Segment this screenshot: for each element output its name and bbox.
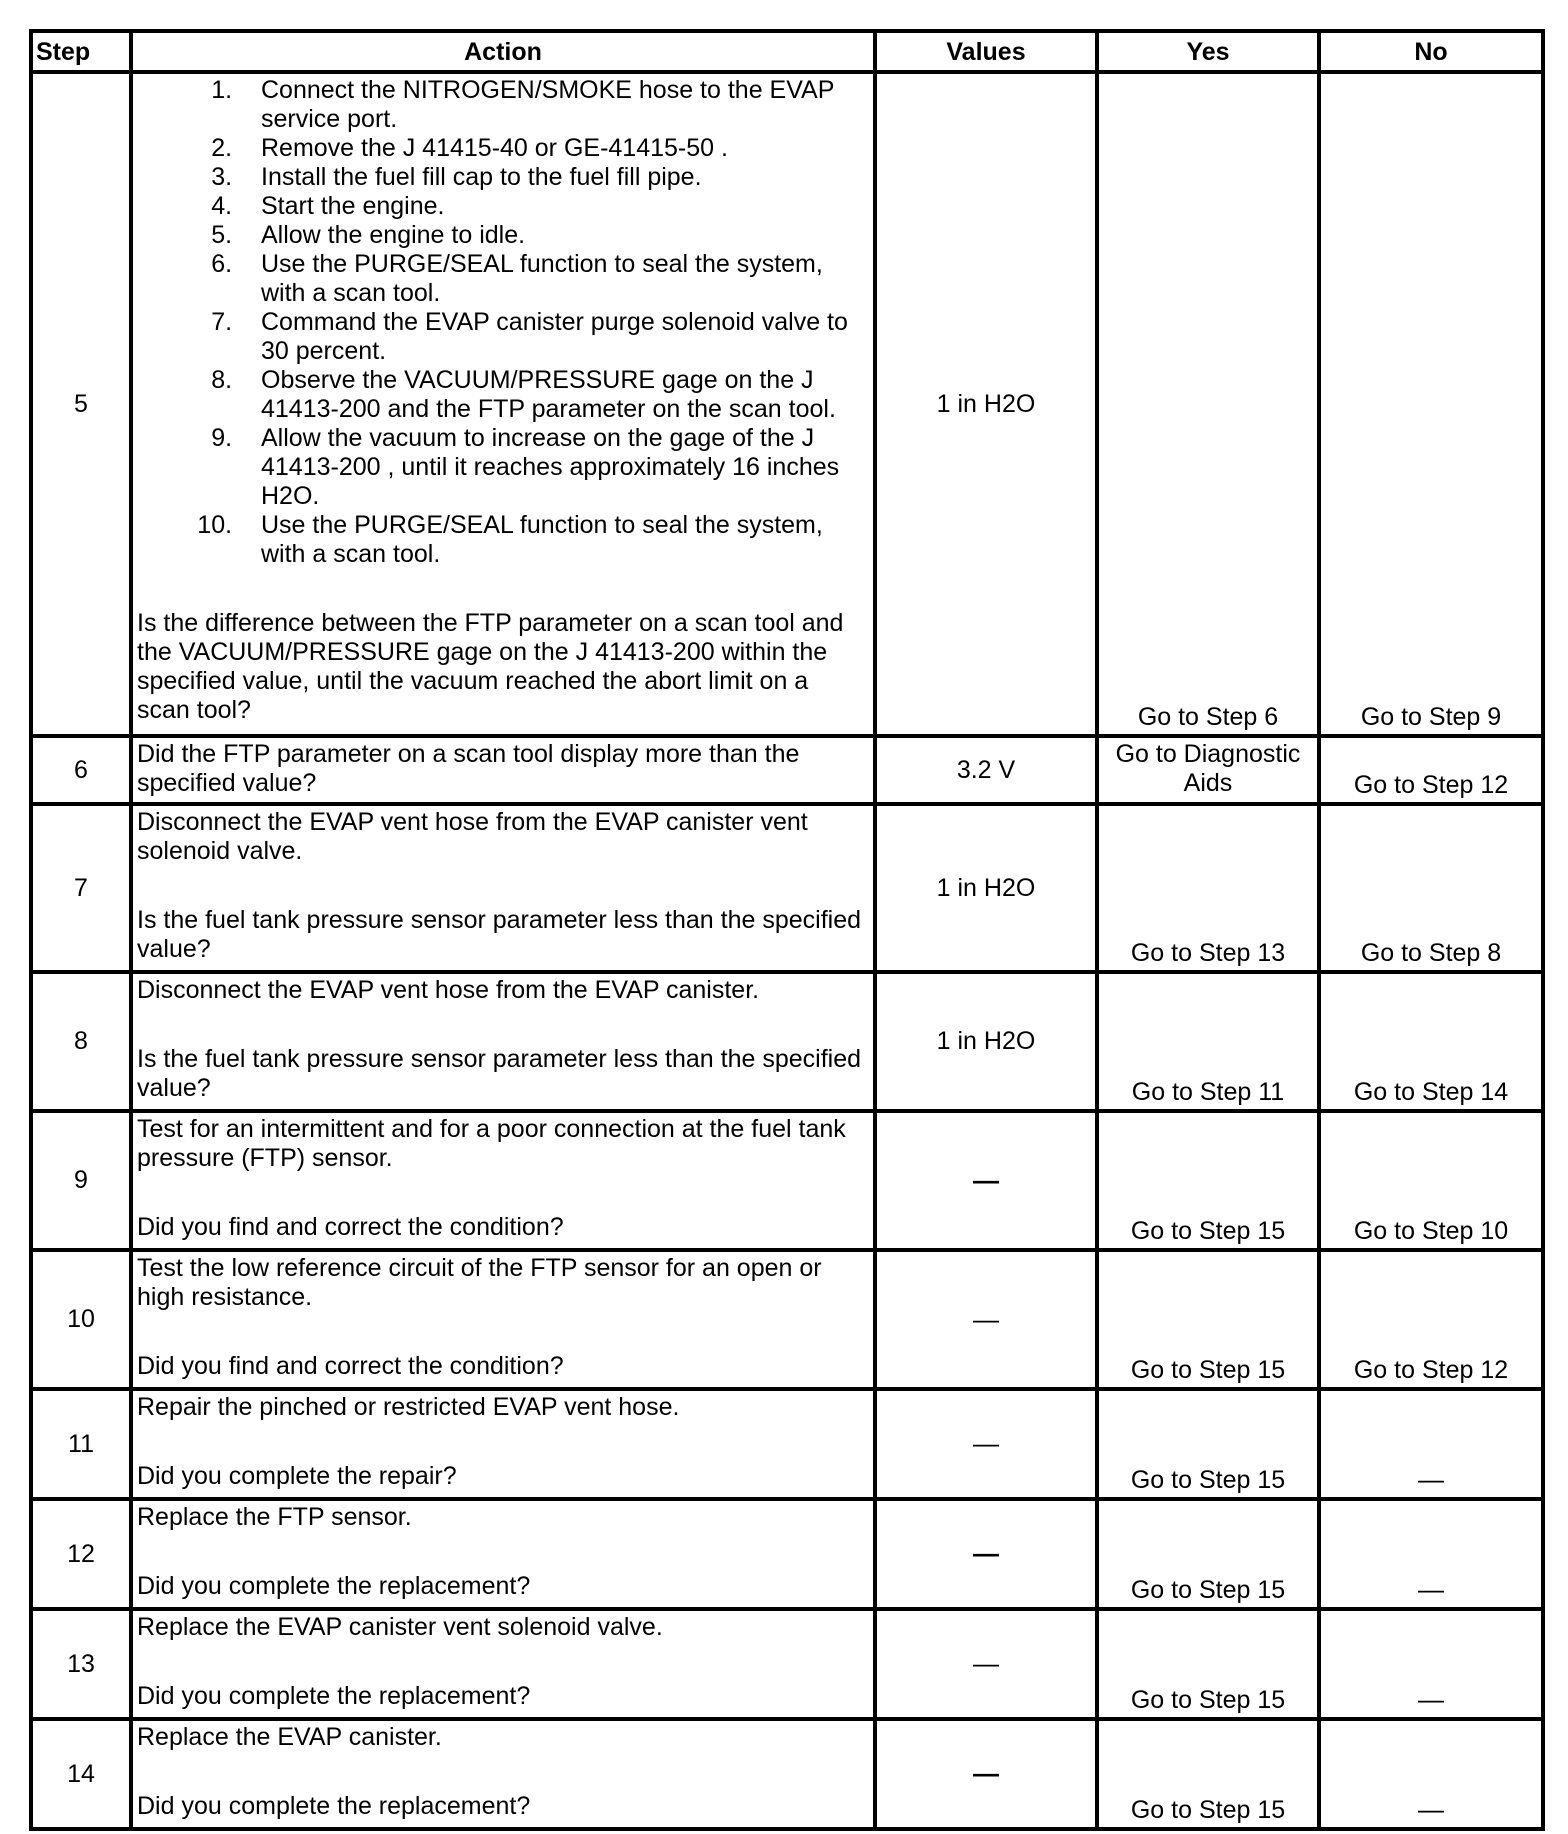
list-item: 1. Connect the NITROGEN/SMOKE hose to the EVAP service port. [239, 76, 867, 134]
question-text: Did you complete the replacement? [137, 1572, 531, 1600]
list-item: 2. Remove the J 41415-40 or GE-41415-50 . [239, 134, 867, 163]
step-number: 14 [31, 1719, 131, 1829]
header-no: No [1319, 31, 1543, 72]
yes-cell: Go to Step 15 [1097, 1719, 1319, 1829]
question-text: Did you find and correct the condition? [137, 1213, 564, 1241]
header-yes: Yes [1097, 31, 1319, 72]
no-cell: Go to Step 12 [1319, 1250, 1543, 1389]
procedure-list [137, 76, 867, 569]
question-text: Is the fuel tank pressure sensor parameter less than the specified value? [137, 906, 861, 963]
action-cell [131, 1719, 875, 1829]
no-dash: — [1418, 1684, 1444, 1714]
question-text: Did you complete the replacement? [137, 1792, 531, 1820]
list-item: 9. Allow the vacuum to increase on the gage of the J 41413-200 , until it reaches approximately 16 inches H2O. [239, 424, 867, 511]
value-dash: — [973, 1428, 999, 1458]
value-dash: — [973, 1758, 999, 1788]
header-row [31, 31, 1543, 72]
action-cell [131, 1499, 875, 1609]
list-item: 5. Allow the engine to idle. [239, 221, 867, 250]
yes-cell: Go to Step 15 [1097, 1499, 1319, 1609]
no-dash: — [1418, 1574, 1444, 1604]
value-dash: — [973, 1538, 999, 1568]
action-cell [131, 1389, 875, 1499]
value-cell: 1 in H2O [875, 804, 1097, 972]
step-number: 7 [31, 804, 131, 972]
question-text: Is the fuel tank pressure sensor parameter less than the specified value? [137, 1045, 861, 1102]
step-number: 5 [31, 72, 131, 736]
instruction-text: Replace the EVAP canister vent solenoid valve. [137, 1613, 663, 1641]
no-dash: — [1418, 1794, 1444, 1824]
no-cell: Go to Step 12 [1319, 736, 1543, 804]
header-step: Step [31, 31, 131, 72]
table-row [31, 1609, 1543, 1719]
table-row [31, 72, 1543, 736]
value-cell [875, 1389, 1097, 1499]
no-cell: Go to Step 9 [1319, 72, 1543, 736]
question-text: Did the FTP parameter on a scan tool display more than the specified value? [137, 740, 800, 797]
action-cell [131, 1111, 875, 1250]
no-cell [1319, 1609, 1543, 1719]
action-cell [131, 972, 875, 1111]
no-cell [1319, 1499, 1543, 1609]
question-text: Did you complete the replacement? [137, 1682, 531, 1710]
no-cell [1319, 1389, 1543, 1499]
value-cell: 1 in H2O [875, 72, 1097, 736]
list-item: 3. Install the fuel fill cap to the fuel fill pipe. [239, 163, 867, 192]
table-row [31, 1719, 1543, 1829]
step-number: 6 [31, 736, 131, 804]
diagnostic-table [29, 29, 1545, 1831]
step-number: 13 [31, 1609, 131, 1719]
instruction-text: Test for an intermittent and for a poor connection at the fuel tank pressure (FTP) sensor. [137, 1115, 846, 1172]
table-row [31, 1499, 1543, 1609]
header-values: Values [875, 31, 1097, 72]
value-dash: — [973, 1303, 999, 1334]
step-number: 9 [31, 1111, 131, 1250]
value-dash: — [973, 1164, 999, 1195]
table-row [31, 1389, 1543, 1499]
yes-cell: Go to Step 15 [1097, 1250, 1319, 1389]
yes-cell: Go to Step 13 [1097, 804, 1319, 972]
value-cell: 3.2 V [875, 736, 1097, 804]
step-number: 12 [31, 1499, 131, 1609]
no-cell: Go to Step 10 [1319, 1111, 1543, 1250]
question-text: Did you find and correct the condition? [137, 1352, 564, 1380]
value-cell [875, 1499, 1097, 1609]
table-row [31, 1250, 1543, 1389]
no-cell [1319, 1719, 1543, 1829]
list-item: 4. Start the engine. [239, 192, 867, 221]
question-text: Did you complete the repair? [137, 1462, 457, 1490]
instruction-text: Repair the pinched or restricted EVAP vent hose. [137, 1393, 680, 1421]
list-item: 10. Use the PURGE/SEAL function to seal the system, with a scan tool. [239, 511, 867, 569]
table-row [31, 804, 1543, 972]
yes-cell: Go to Step 15 [1097, 1111, 1319, 1250]
instruction-text: Disconnect the EVAP vent hose from the EVAP canister vent solenoid valve. [137, 808, 808, 865]
action-cell [131, 804, 875, 972]
no-cell: Go to Step 14 [1319, 972, 1543, 1111]
no-dash: — [1418, 1464, 1444, 1494]
yes-cell: Go to Diagnostic Aids [1097, 736, 1319, 804]
value-cell [875, 1250, 1097, 1389]
header-action: Action [131, 31, 875, 72]
instruction-text: Disconnect the EVAP vent hose from the EVAP canister. [137, 976, 760, 1004]
instruction-text: Test the low reference circuit of the FTP sensor for an open or high resistance. [137, 1254, 822, 1311]
step-number: 8 [31, 972, 131, 1111]
step-number: 11 [31, 1389, 131, 1499]
action-cell [131, 736, 875, 804]
yes-cell: Go to Step 6 [1097, 72, 1319, 736]
list-item: 8. Observe the VACUUM/PRESSURE gage on the J 41413-200 and the FTP parameter on the scan tool. [239, 366, 867, 424]
value-cell [875, 1609, 1097, 1719]
yes-cell: Go to Step 11 [1097, 972, 1319, 1111]
step-number: 10 [31, 1250, 131, 1389]
value-cell [875, 1719, 1097, 1829]
question-text: Is the difference between the FTP parameter on a scan tool and the VACUUM/PRESSURE gage on the J 41413-200 within the specified value, until the vacuum reached the abort limit on a scan tool? [137, 609, 844, 724]
value-cell: 1 in H2O [875, 972, 1097, 1111]
value-cell [875, 1111, 1097, 1250]
list-item: 6. Use the PURGE/SEAL function to seal the system, with a scan tool. [239, 250, 867, 308]
table-row [31, 972, 1543, 1111]
yes-cell: Go to Step 15 [1097, 1609, 1319, 1719]
table-row [31, 736, 1543, 804]
yes-cell: Go to Step 15 [1097, 1389, 1319, 1499]
table-row [31, 1111, 1543, 1250]
action-cell [131, 72, 875, 736]
value-dash: — [973, 1648, 999, 1678]
action-cell [131, 1250, 875, 1389]
no-cell: Go to Step 8 [1319, 804, 1543, 972]
instruction-text: Replace the EVAP canister. [137, 1723, 442, 1751]
list-item: 7. Command the EVAP canister purge solenoid valve to 30 percent. [239, 308, 867, 366]
action-cell [131, 1609, 875, 1719]
instruction-text: Replace the FTP sensor. [137, 1503, 412, 1531]
